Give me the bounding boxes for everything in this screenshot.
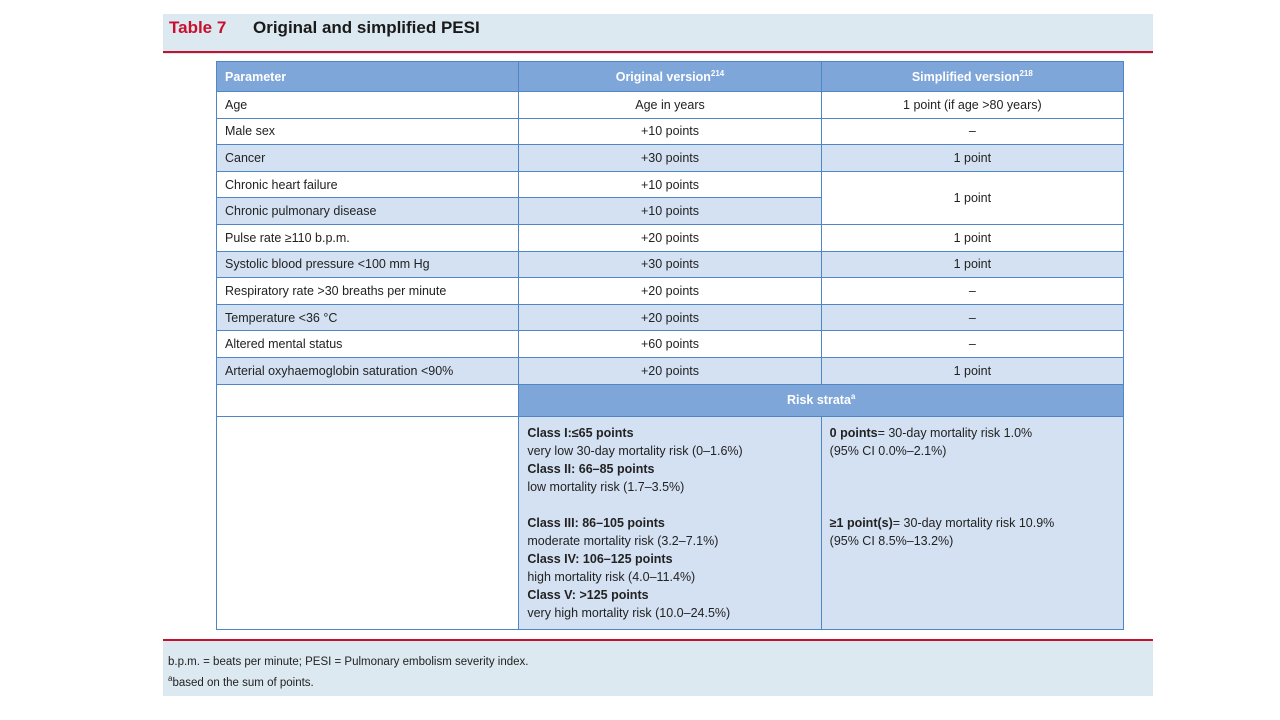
simplified-cell: – [821, 278, 1123, 305]
empty-cell [217, 416, 519, 629]
pesi-table [216, 61, 1124, 630]
header-parameter: Parameter [217, 62, 519, 92]
table-row [217, 304, 1124, 331]
param-cell: Systolic blood pressure <100 mm Hg [217, 251, 519, 278]
param-cell: Male sex [217, 118, 519, 145]
param-cell: Altered mental status [217, 331, 519, 358]
table-title-bar [163, 14, 1153, 52]
table-panel [163, 14, 1153, 696]
original-cell: +60 points [519, 331, 821, 358]
footnote-a: $^a$based on the sum of points. [168, 674, 314, 689]
table-row [217, 145, 1124, 172]
table-title: Original and simplified PESI [253, 18, 480, 37]
original-cell: +20 points [519, 278, 821, 305]
param-cell: Age [217, 92, 519, 119]
simplified-cell: – [821, 331, 1123, 358]
class-label: Class II: 66–85 points [527, 461, 655, 476]
simplified-cell: 1 point [821, 357, 1123, 384]
empty-cell [217, 384, 519, 416]
original-cell: Age in years [519, 92, 821, 119]
bottom-divider [163, 639, 1153, 641]
table-row [217, 224, 1124, 251]
param-cell: Arterial oxyhaemoglobin saturation <90% [217, 357, 519, 384]
simplified-cell: – [821, 304, 1123, 331]
footnote-abbreviations: b.p.m. = beats per minute; PESI = Pulmonary embolism severity index. [168, 656, 529, 668]
class-desc: moderate mortality risk (3.2–7.1%) [527, 533, 719, 548]
original-cell: +20 points [519, 304, 821, 331]
param-cell: Pulse rate ≥110 b.p.m. [217, 224, 519, 251]
param-cell: Chronic heart failure [217, 171, 519, 198]
original-cell: +10 points [519, 198, 821, 225]
table-row [217, 251, 1124, 278]
risk-strata-header: Risk strata$^a$ [519, 384, 1124, 416]
header-original: Original version$^{214}$ [519, 62, 821, 92]
simplified-risk-ci: (95% CI 8.5%–13.2%) [829, 533, 954, 548]
simplified-risk-line: 0 points= 30-day mortality risk 1.0% [829, 425, 1033, 440]
class-label: Class V: >125 points [527, 587, 649, 602]
original-cell: +20 points [519, 357, 821, 384]
risk-original-cell [519, 416, 821, 629]
risk-body-row [217, 416, 1124, 629]
original-cell: +20 points [519, 224, 821, 251]
risk-simplified-cell [821, 416, 1123, 629]
class-desc: high mortality risk (4.0–11.4%) [527, 569, 696, 584]
param-cell: Temperature <36 °C [217, 304, 519, 331]
original-cell: +10 points [519, 171, 821, 198]
simplified-cell: – [821, 118, 1123, 145]
simplified-cell: 1 point [821, 251, 1123, 278]
table-row [217, 357, 1124, 384]
class-label: Class I:≤65 points [527, 425, 634, 440]
class-desc: low mortality risk (1.7–3.5%) [527, 479, 685, 494]
risk-header-row [217, 384, 1124, 416]
simplified-cell-merged: 1 point [821, 171, 1123, 224]
original-cell: +30 points [519, 251, 821, 278]
header-simplified: Simplified version$^{218}$ [821, 62, 1123, 92]
table-row [217, 278, 1124, 305]
class-desc: very low 30-day mortality risk (0–1.6%) [527, 443, 743, 458]
class-label: Class III: 86–105 points [527, 515, 665, 530]
simplified-cell: 1 point [821, 145, 1123, 172]
original-cell: +10 points [519, 118, 821, 145]
simplified-cell: 1 point [821, 224, 1123, 251]
param-cell: Chronic pulmonary disease [217, 198, 519, 225]
simplified-cell: 1 point (if age >80 years) [821, 92, 1123, 119]
simplified-risk-line: ≥1 point(s)= 30-day mortality risk 10.9% [829, 515, 1055, 530]
top-divider [163, 51, 1153, 53]
table-row [217, 92, 1124, 119]
table-row [217, 331, 1124, 358]
class-desc: very high mortality risk (10.0–24.5%) [527, 605, 731, 620]
param-cell: Cancer [217, 145, 519, 172]
table-row [217, 171, 1124, 198]
original-cell: +30 points [519, 145, 821, 172]
class-label: Class IV: 106–125 points [527, 551, 673, 566]
simplified-risk-ci: (95% CI 0.0%–2.1%) [829, 443, 947, 458]
param-cell: Respiratory rate >30 breaths per minute [217, 278, 519, 305]
header-row [217, 62, 1124, 92]
table-number: Table 7 [169, 18, 227, 37]
table-row [217, 118, 1124, 145]
